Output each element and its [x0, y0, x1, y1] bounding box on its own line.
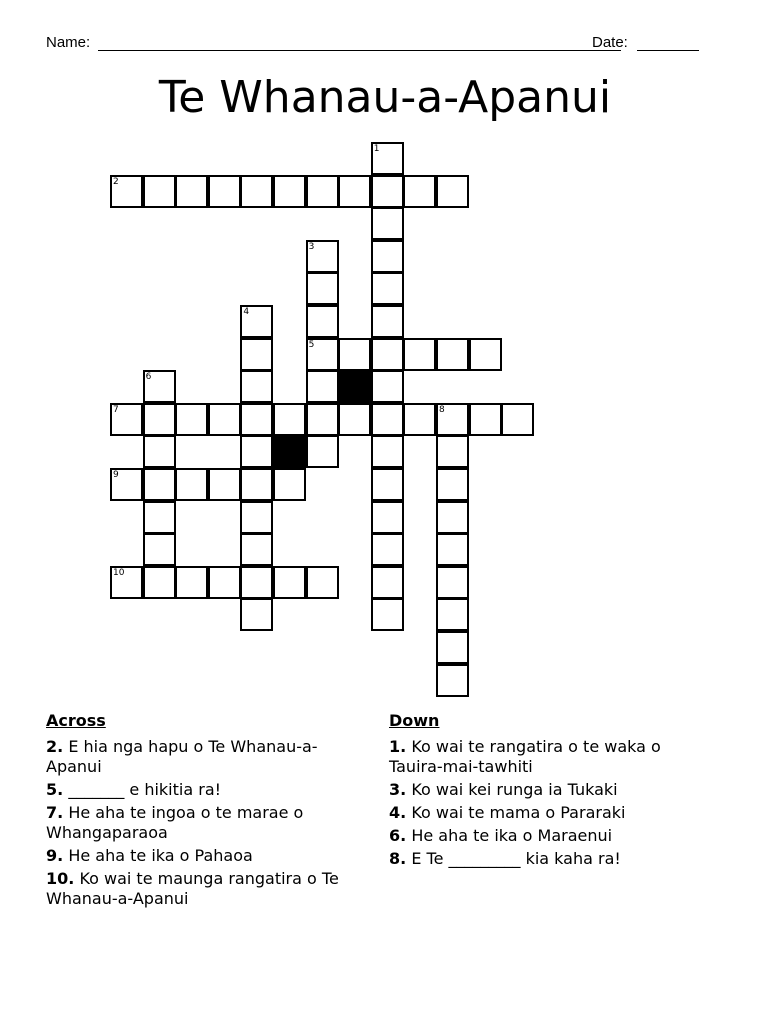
clue-text: Ko wai te rangatira o te waka o Tauira-mai-tawhiti	[389, 737, 661, 776]
grid-cell[interactable]	[306, 305, 339, 338]
grid-cell[interactable]	[338, 403, 371, 436]
grid-cell[interactable]	[240, 338, 273, 371]
cell-number: 4	[243, 307, 250, 317]
clue-text: _______ e hikitia ra!	[68, 780, 222, 799]
grid-cell[interactable]	[403, 175, 436, 208]
grid-cell[interactable]	[273, 175, 306, 208]
grid-cell[interactable]	[306, 272, 339, 305]
clue-down-8	[389, 849, 709, 869]
grid-cell[interactable]	[273, 566, 306, 599]
grid-cell[interactable]	[143, 468, 176, 501]
grid-cell[interactable]	[306, 338, 339, 371]
clue-across-10	[46, 869, 366, 909]
cell-number: 9	[113, 470, 119, 480]
grid-cell[interactable]	[273, 403, 306, 436]
clue-number: 10.	[46, 869, 75, 888]
down-clues	[389, 711, 709, 872]
grid-cell[interactable]	[208, 468, 241, 501]
grid-cell[interactable]	[240, 435, 273, 468]
cell-number: 6	[145, 372, 152, 383]
grid-cell[interactable]	[306, 370, 339, 403]
grid-cell[interactable]	[371, 338, 404, 371]
grid-cell[interactable]	[371, 207, 404, 240]
clue-text: He aha te ika o Maraenui	[411, 826, 613, 845]
grid-cell[interactable]	[371, 435, 404, 468]
grid-cell[interactable]	[143, 370, 176, 403]
grid-cell[interactable]	[338, 338, 371, 371]
grid-cell[interactable]	[175, 403, 208, 436]
grid-cell[interactable]	[371, 598, 404, 631]
clue-number: 1.	[389, 737, 407, 756]
clue-number: 2.	[46, 737, 64, 756]
grid-cell[interactable]	[371, 175, 404, 208]
grid-cell[interactable]	[306, 240, 339, 273]
grid-cell[interactable]	[110, 403, 143, 436]
grid-cell[interactable]	[436, 338, 469, 371]
grid-cell[interactable]	[436, 664, 469, 697]
black-cell	[273, 435, 306, 468]
grid-cell[interactable]	[436, 468, 469, 501]
grid-cell[interactable]	[371, 501, 404, 534]
clue-across-9	[46, 846, 366, 866]
grid-cell[interactable]	[306, 435, 339, 468]
cell-number: 5	[308, 339, 315, 350]
grid-cell[interactable]	[436, 566, 469, 599]
grid-cell[interactable]	[436, 631, 469, 664]
black-cell	[338, 370, 371, 403]
grid-cell[interactable]	[469, 338, 502, 371]
grid-cell[interactable]	[175, 566, 208, 599]
clue-number: 6.	[389, 826, 407, 845]
grid-cell[interactable]	[240, 566, 273, 599]
clue-text: He aha te ingoa o te marae o Whangaparaoa	[46, 803, 304, 842]
clue-down-6	[389, 826, 709, 846]
grid-cell[interactable]	[110, 175, 143, 208]
clue-text: He aha te ika o Pahaoa	[68, 846, 253, 865]
grid-cell[interactable]	[371, 403, 404, 436]
grid-cell[interactable]	[240, 468, 273, 501]
grid-cell[interactable]	[436, 435, 469, 468]
clue-down-1	[389, 737, 709, 777]
grid-cell[interactable]	[371, 305, 404, 338]
grid-cell[interactable]	[306, 566, 339, 599]
grid-cell[interactable]	[143, 175, 176, 208]
grid-cell[interactable]	[175, 468, 208, 501]
clue-text: Ko wai te mama o Pararaki	[411, 803, 626, 822]
grid-cell[interactable]	[403, 338, 436, 371]
grid-cell[interactable]	[371, 272, 404, 305]
grid-cell[interactable]	[143, 435, 176, 468]
across-heading: Across	[46, 711, 106, 730]
grid-cell[interactable]	[240, 403, 273, 436]
clue-across-7	[46, 803, 366, 843]
cell-number: 1	[373, 144, 380, 154]
cell-number: 7	[113, 404, 119, 415]
across-clues	[46, 711, 366, 912]
clue-text: Ko wai kei runga ia Tukaki	[411, 780, 618, 799]
grid-cell[interactable]	[371, 142, 404, 175]
clue-across-5	[46, 780, 366, 800]
grid-cell[interactable]	[110, 468, 143, 501]
clue-number: 4.	[389, 803, 407, 822]
clue-number: 9.	[46, 846, 64, 865]
grid-cell[interactable]	[240, 175, 273, 208]
clue-number: 7.	[46, 803, 64, 822]
clue-text: Ko wai te maunga rangatira o Te Whanau-a-Apanui	[46, 869, 339, 908]
grid-cell[interactable]	[143, 501, 176, 534]
grid-cell[interactable]	[436, 533, 469, 566]
clue-down-4	[389, 803, 709, 823]
grid-cell[interactable]	[208, 403, 241, 436]
grid-cell[interactable]	[240, 598, 273, 631]
grid-cell[interactable]	[240, 370, 273, 403]
cell-number: 10	[113, 567, 125, 578]
grid-cell[interactable]	[371, 468, 404, 501]
down-heading: Down	[389, 711, 440, 730]
grid-cell[interactable]	[436, 501, 469, 534]
clue-number: 5.	[46, 780, 64, 799]
grid-cell[interactable]	[371, 370, 404, 403]
grid-cell[interactable]	[240, 305, 273, 338]
grid-cell[interactable]	[240, 533, 273, 566]
grid-cell[interactable]	[436, 175, 469, 208]
grid-cell[interactable]	[469, 403, 502, 436]
grid-cell[interactable]	[273, 468, 306, 501]
grid-cell[interactable]	[110, 566, 143, 599]
clue-across-2	[46, 737, 366, 777]
grid-cell[interactable]	[175, 175, 208, 208]
puzzle-title: Te Whanau-a-Apanui	[158, 72, 612, 123]
clue-number: 8.	[389, 849, 407, 868]
clue-text: E hia nga hapu o Te Whanau-a-Apanui	[46, 737, 318, 776]
grid-cell[interactable]	[371, 240, 404, 273]
grid-cell[interactable]	[371, 566, 404, 599]
grid-cell[interactable]	[306, 403, 339, 436]
grid-cell[interactable]	[143, 566, 176, 599]
grid-cell[interactable]	[208, 175, 241, 208]
cell-number: 3	[308, 241, 315, 252]
grid-cell[interactable]	[403, 403, 436, 436]
grid-cell[interactable]	[338, 175, 371, 208]
grid-cell[interactable]	[436, 598, 469, 631]
date-label: Date:	[592, 34, 628, 51]
grid-cell[interactable]	[371, 533, 404, 566]
grid-cell[interactable]	[143, 403, 176, 436]
clue-down-3	[389, 780, 709, 800]
clue-number: 3.	[389, 780, 407, 799]
cell-number: 2	[113, 176, 119, 187]
grid-cell[interactable]	[240, 501, 273, 534]
grid-cell[interactable]	[501, 403, 534, 436]
clue-text: E Te _________ kia kaha ra!	[411, 849, 621, 868]
name-label: Name:	[46, 34, 91, 51]
grid-cell[interactable]	[436, 403, 469, 436]
grid-cell[interactable]	[208, 566, 241, 599]
grid-cell[interactable]	[143, 533, 176, 566]
cell-number: 8	[439, 404, 445, 415]
grid-cell[interactable]	[306, 175, 339, 208]
